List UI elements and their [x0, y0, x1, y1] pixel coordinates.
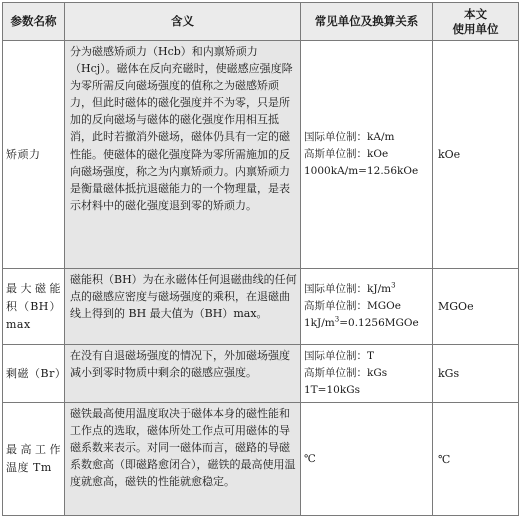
- param-conversion-max-energy-product: [301, 269, 433, 345]
- superscript: 3: [334, 315, 340, 324]
- table-row: [3, 403, 519, 516]
- param-conversion-coercivity: [301, 41, 433, 269]
- conversion-gauss: 高斯单位制：kOe: [304, 148, 389, 160]
- param-name-max-working-temp: 最高工作温度 Tm: [3, 403, 65, 516]
- conversion-gauss: 高斯单位制：kGs: [304, 367, 388, 379]
- param-unit-remanence: kGs: [433, 345, 519, 403]
- table-row: [3, 41, 519, 269]
- header-unit-line2: 使用单位: [452, 21, 499, 36]
- conversion-si: [304, 281, 429, 298]
- param-unit-coercivity: kOe: [433, 41, 519, 269]
- conversion-formula: [304, 315, 429, 332]
- conversion-unit: ℃: [304, 452, 316, 465]
- conversion-formula-pre: 1kJ/m: [304, 317, 335, 329]
- conversion-gauss: 高斯单位制：MGOe: [304, 300, 401, 312]
- param-definition-coercivity: 分为磁感矫顽力（Hcb）和内禀矫顽力（Hcj）。磁体在反向充磁时，使磁感应强度降为零所需反向磁场强度的值称之为磁感矫顽力，但此时磁体的磁化强度并不为零，只是所加的反向磁场与磁体的磁化强度作用相互抵消，此时若撤消外磁场，磁体仍具有一定的磁性能。使磁体的磁化强度降为零所需施加的反向磁场强度，称之为内禀矫顽力。内禀矫顽力是衡量磁体抵抗退磁能力的一个物理量，是表示材料中的磁化强度退到零的矫顽力。: [65, 41, 301, 269]
- table-row: [3, 269, 519, 345]
- param-conversion-max-working-temp: [301, 403, 433, 516]
- param-definition-remanence: 在没有自退磁场强度的情况下，外加磁场强度减小到零时物质中剩余的磁感应强度。: [65, 345, 301, 403]
- header-row: [3, 3, 519, 41]
- param-definition-max-energy-product: 磁能积（BH）为在永磁体任何退磁曲线的任何点的磁感应密度与磁场强度的乘积，在退磁曲线上得到的 BH 最大值为（BH）max。: [65, 269, 301, 345]
- conversion-si-text: 国际单位制：kJ/m: [304, 283, 392, 295]
- header-name: 参数名称: [3, 3, 65, 41]
- param-unit-max-energy-product: MGOe: [433, 269, 519, 345]
- param-unit-max-working-temp: ℃: [433, 403, 519, 516]
- superscript: 3: [391, 281, 396, 290]
- conversion-formula-post: =0.1256MGOe: [339, 317, 419, 329]
- header-unit: [433, 3, 519, 41]
- param-name-coercivity: 矫顽力: [3, 41, 65, 269]
- header-definition: 含义: [65, 3, 301, 41]
- conversion-si: 国际单位制：kA/m: [304, 131, 395, 143]
- parameters-table: [2, 2, 519, 516]
- conversion-si: 国际单位制：T: [304, 350, 375, 362]
- conversion-formula: 1000kA/m=12.56kOe: [304, 165, 419, 177]
- table-row: [3, 345, 519, 403]
- param-name-remanence: 剩磁（Br）: [3, 345, 65, 403]
- param-name-max-energy-product: 最大磁能积（BH）max: [3, 269, 65, 345]
- header-unit-line1: 本文: [464, 6, 487, 21]
- conversion-formula: 1T=10kGs: [304, 384, 360, 396]
- header-conversion: 常见单位及换算关系: [301, 3, 433, 41]
- param-definition-max-working-temp: 磁铁最高使用温度取决于磁体本身的磁性能和工作点的选取，磁体所处工作点可用磁体的导磁系数来表示。对同一磁体而言，磁路的导磁系数愈高（即磁路愈闭合），磁铁的最高使用温度就愈高，磁铁的性能就愈稳定。: [65, 403, 301, 516]
- param-conversion-remanence: [301, 345, 433, 403]
